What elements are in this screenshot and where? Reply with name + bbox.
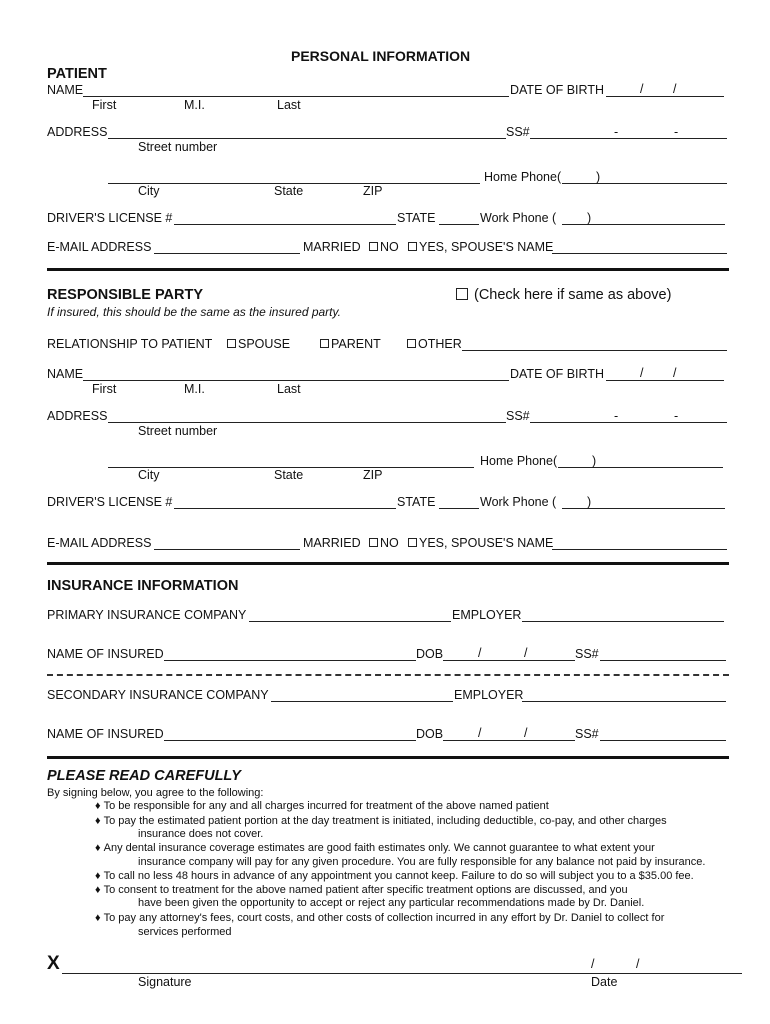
patient-name-label: NAME — [47, 83, 84, 97]
responsible-dl-field[interactable] — [174, 508, 396, 509]
responsible-email-field[interactable] — [154, 549, 300, 550]
primary-insurance-field[interactable] — [249, 621, 451, 622]
primary-insured-label: NAME OF INSURED — [47, 647, 164, 661]
paren-close: ) — [592, 454, 597, 468]
patient-dob-field[interactable] — [606, 96, 724, 97]
street-caption: Street number — [138, 140, 218, 154]
checkbox-icon[interactable] — [320, 339, 329, 348]
dashed-divider — [47, 674, 729, 676]
agreement-intro: By signing below, you agree to the following: — [47, 787, 264, 799]
patient-email-label: E-MAIL ADDRESS — [47, 240, 152, 254]
agreement-bullet-continued: have been given the opportunity to accept or reject any particular recommendations made by Dr. Daniel. — [138, 897, 645, 909]
slash: / — [640, 82, 644, 96]
secondary-insurance-field[interactable] — [271, 701, 453, 702]
responsible-dob-field[interactable] — [606, 380, 724, 381]
slash: / — [478, 726, 482, 740]
patient-married-yes[interactable]: YES, SPOUSE'S NAME — [408, 240, 553, 254]
insurance-heading: INSURANCE INFORMATION — [47, 578, 239, 594]
relationship-other[interactable]: OTHER — [407, 337, 462, 351]
diamond-icon: ♦ — [95, 912, 101, 924]
primary-ss-label: SS# — [575, 647, 599, 661]
relationship-parent[interactable]: PARENT — [320, 337, 381, 351]
slash: / — [524, 646, 528, 660]
secondary-insured-label: NAME OF INSURED — [47, 727, 164, 741]
patient-dob-label: DATE OF BIRTH — [510, 83, 604, 97]
checkbox-icon[interactable] — [456, 288, 468, 300]
first-caption: First — [92, 98, 117, 112]
patient-ss-label: SS# — [506, 125, 530, 139]
responsible-married-label: MARRIED — [303, 536, 361, 550]
slash: / — [673, 82, 677, 96]
dash: - — [614, 125, 619, 139]
dash: - — [674, 409, 679, 423]
paren-close: ) — [587, 211, 592, 225]
slash: / — [524, 726, 528, 740]
checkbox-icon[interactable] — [408, 538, 417, 547]
signature-caption: Signature — [138, 975, 192, 989]
responsible-dob-label: DATE OF BIRTH — [510, 367, 604, 381]
diamond-icon: ♦ — [95, 815, 101, 827]
primary-employer-label: EMPLOYER — [452, 608, 522, 622]
patient-married-label: MARRIED — [303, 240, 361, 254]
city-caption: City — [138, 184, 160, 198]
agreement-bullet-continued: insurance does not cover. — [138, 828, 264, 840]
patient-address-label: ADDRESS — [47, 125, 108, 139]
signature-field[interactable] — [62, 973, 742, 974]
responsible-name-field[interactable] — [83, 380, 509, 381]
slash: / — [478, 646, 482, 660]
slash: / — [673, 366, 677, 380]
agreement-bullet: ♦ Any dental insurance coverage estimates are good faith estimates only. We cannot guarantee to what extent your — [95, 842, 655, 854]
dash: - — [674, 125, 679, 139]
patient-name-field[interactable] — [83, 96, 509, 97]
secondary-dob-field[interactable] — [443, 740, 575, 741]
state-caption: State — [274, 468, 304, 482]
section-divider — [47, 756, 729, 759]
diamond-icon: ♦ — [95, 870, 101, 882]
same-as-above-option[interactable]: (Check here if same as above) — [456, 287, 671, 303]
responsible-address-label: ADDRESS — [47, 409, 108, 423]
primary-ss-field[interactable] — [600, 660, 726, 661]
street-caption: Street number — [138, 424, 218, 438]
paren-close: ) — [587, 495, 592, 509]
state-caption: State — [274, 184, 304, 198]
primary-employer-field[interactable] — [522, 621, 724, 622]
diamond-icon: ♦ — [95, 842, 101, 854]
section-divider — [47, 562, 729, 565]
diamond-icon: ♦ — [95, 800, 101, 812]
agreement-bullet-continued: insurance company will pay for any given procedure. You are fully responsible for any balance not paid by insurance. — [138, 856, 706, 868]
patient-ss-field[interactable] — [530, 138, 727, 139]
responsible-work-phone-label: Work Phone ( — [480, 495, 557, 509]
secondary-ss-label: SS# — [575, 727, 599, 741]
secondary-ss-field[interactable] — [600, 740, 726, 741]
relationship-label: RELATIONSHIP TO PATIENT — [47, 337, 213, 351]
slash: / — [640, 366, 644, 380]
responsible-home-phone-label: Home Phone( — [480, 454, 558, 468]
slash: / — [636, 957, 640, 971]
secondary-employer-field[interactable] — [522, 701, 726, 702]
responsible-dl-label: DRIVER'S LICENSE # — [47, 495, 173, 509]
zip-caption: ZIP — [363, 468, 383, 482]
mi-caption: M.I. — [184, 98, 205, 112]
responsible-email-label: E-MAIL ADDRESS — [47, 536, 152, 550]
secondary-dob-label: DOB — [416, 727, 444, 741]
responsible-address-field[interactable] — [108, 422, 506, 423]
responsible-note: If insured, this should be the same as the insured party. — [47, 305, 341, 319]
patient-email-field[interactable] — [154, 253, 300, 254]
checkbox-icon[interactable] — [369, 538, 378, 547]
zip-caption: ZIP — [363, 184, 383, 198]
dash: - — [614, 409, 619, 423]
secondary-insured-field[interactable] — [164, 740, 416, 741]
responsible-spouse-name-field[interactable] — [552, 549, 727, 550]
agreement-bullet: ♦ To pay the estimated patient portion at the day treatment is initiated, including deductible, co-pay, and other charges — [95, 815, 667, 827]
agreement-bullet: ♦ To pay any attorney's fees, court costs, and other costs of collection incurred in any effort by Dr. Daniel to collect for — [95, 912, 665, 924]
patient-state-label: STATE — [397, 211, 436, 225]
checkbox-icon[interactable] — [408, 242, 417, 251]
responsible-married-no[interactable]: NO — [369, 536, 399, 550]
last-caption: Last — [277, 382, 301, 396]
agreement-heading: PLEASE READ CAREFULLY — [47, 768, 241, 784]
agreement-bullet: ♦ To call no less 48 hours in advance of any appointment you cannot keep. Failure to do so will subject you to a $35.00 fee. — [95, 870, 694, 882]
responsible-name-label: NAME — [47, 367, 84, 381]
page-title: PERSONAL INFORMATION — [291, 48, 471, 64]
responsible-ss-label: SS# — [506, 409, 530, 423]
patient-dl-field[interactable] — [174, 224, 396, 225]
paren-close: ) — [596, 170, 601, 184]
patient-dl-label: DRIVER'S LICENSE # — [47, 211, 173, 225]
primary-insurance-label: PRIMARY INSURANCE COMPANY — [47, 608, 247, 622]
agreement-bullet: ♦ To be responsible for any and all charges incurred for treatment of the above named patient — [95, 800, 549, 812]
agreement-bullet-continued: services performed — [138, 926, 232, 938]
secondary-employer-label: EMPLOYER — [454, 688, 524, 702]
patient-state-field[interactable] — [439, 224, 479, 225]
patient-married-no[interactable]: NO — [369, 240, 399, 254]
patient-home-phone-field[interactable] — [562, 183, 727, 184]
checkbox-icon[interactable] — [227, 339, 236, 348]
responsible-ss-field[interactable] — [530, 422, 727, 423]
responsible-heading: RESPONSIBLE PARTY — [47, 287, 204, 303]
patient-heading: PATIENT — [47, 66, 107, 82]
agreement-bullet: ♦ To consent to treatment for the above named patient after specific treatment options are discussed, and you — [95, 884, 628, 896]
first-caption: First — [92, 382, 117, 396]
relationship-spouse[interactable]: SPOUSE — [227, 337, 290, 351]
patient-address-field[interactable] — [108, 138, 506, 139]
patient-spouse-name-field[interactable] — [552, 253, 727, 254]
diamond-icon: ♦ — [95, 884, 101, 896]
patient-work-phone-label: Work Phone ( — [480, 211, 557, 225]
section-divider — [47, 268, 729, 271]
responsible-home-phone-field[interactable] — [558, 467, 723, 468]
patient-home-phone-label: Home Phone( — [484, 170, 562, 184]
primary-insured-field[interactable] — [164, 660, 416, 661]
responsible-state-label: STATE — [397, 495, 436, 509]
checkbox-icon[interactable] — [369, 242, 378, 251]
signature-x-mark: X — [47, 953, 60, 974]
relationship-other-field[interactable] — [462, 350, 727, 351]
responsible-married-yes[interactable]: YES, SPOUSE'S NAME — [408, 536, 553, 550]
primary-dob-field[interactable] — [443, 660, 575, 661]
mi-caption: M.I. — [184, 382, 205, 396]
last-caption: Last — [277, 98, 301, 112]
primary-dob-label: DOB — [416, 647, 444, 661]
secondary-insurance-label: SECONDARY INSURANCE COMPANY — [47, 688, 269, 702]
checkbox-icon[interactable] — [407, 339, 416, 348]
slash: / — [591, 957, 595, 971]
city-caption: City — [138, 468, 160, 482]
responsible-state-field[interactable] — [439, 508, 479, 509]
date-caption: Date — [591, 975, 618, 989]
